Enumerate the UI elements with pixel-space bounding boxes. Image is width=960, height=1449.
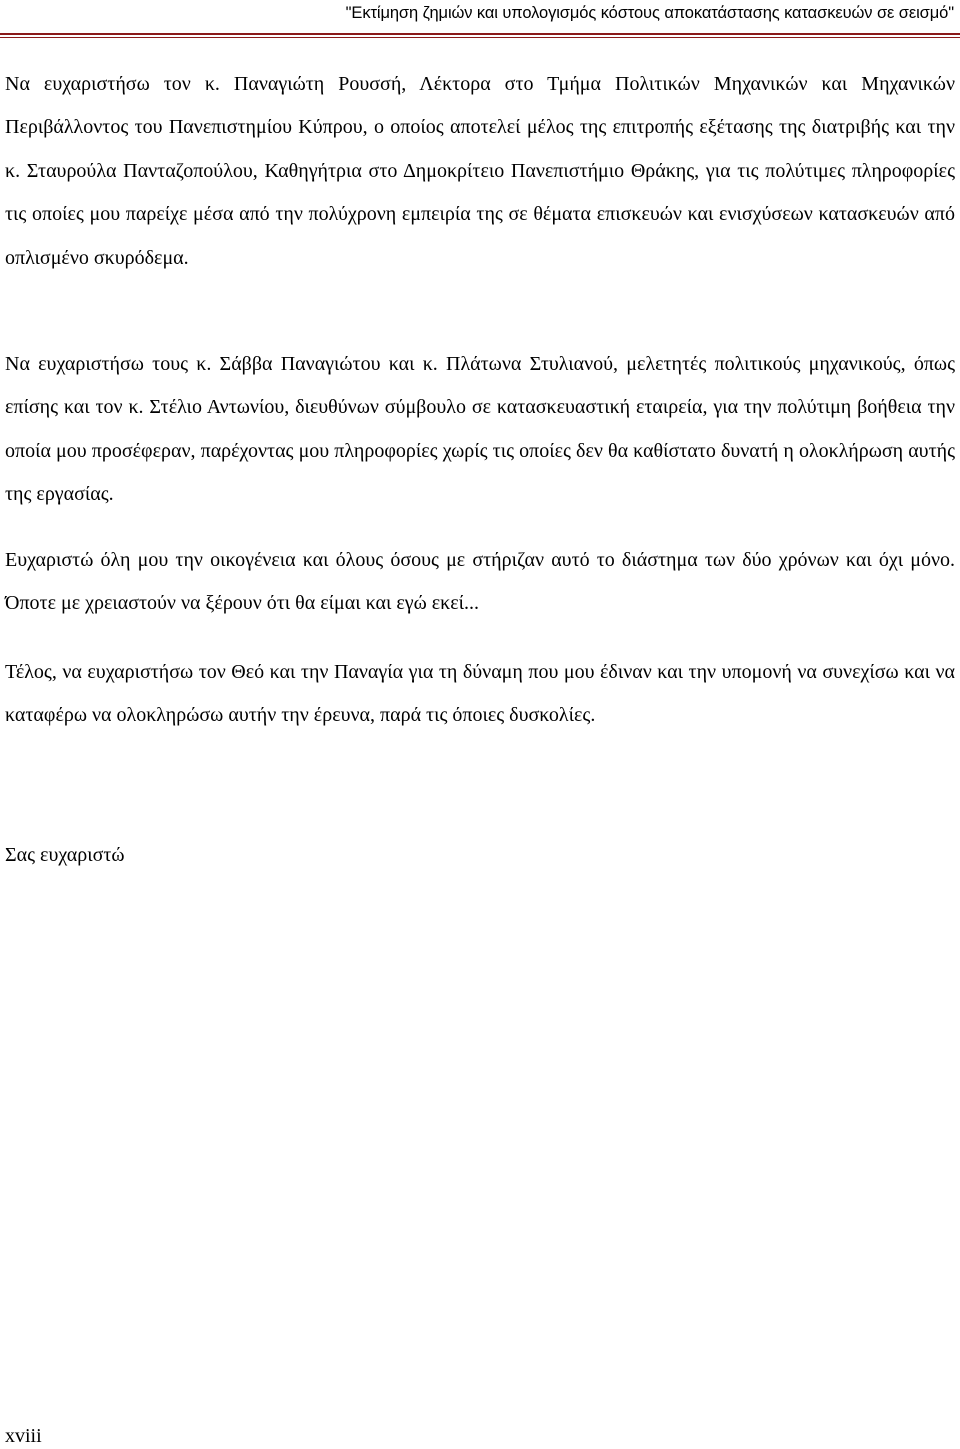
paragraph-text: Να ευχαριστήσω τους κ. Σάββα Παναγιώτου και κ. Πλάτωνα Στυλιανού, μελετητές πολιτικούς μηχανικούς, όπως επίσης και τον κ. Στέλιο Αντωνίου, διευθύνων σύμβουλο σε κατασκευαστική εταιρεία, για την πολύτιμη βοήθεια την οποία μου προσέφεραν, παρέχοντας μου πληροφορίες χωρίς τις οποίες δεν θα καθίστατο δυνατή η ολοκλήρωση αυτής της εργασίας. bbox=[5, 353, 955, 506]
paragraph-text: Να ευχαριστήσω τον κ. Παναγιώτη Ρουσσή, Λέκτορα στο Τμήμα Πολιτικών Μηχανικών και Μηχανικών Περιβάλλοντος του Πανεπιστημίου Κύπρου, ο οποίος αποτελεί μέλος της επιτροπής εξέτασης της διατριβής και την κ. Σταυρούλα Πανταζοπούλου, Καθηγήτρια στο Δημοκρίτειο Πανεπιστήμιο Θράκης, για τις πολύτιμες πληροφορίες τις οποίες μου παρείχε μέσα από την πολύχρονη εμπειρία της σε θέματα επισκευών και ενισχύσεων κατασκευών από οπλισμένο σκυρόδεμα. bbox=[5, 73, 955, 269]
page-number: xviii bbox=[5, 1425, 42, 1447]
paragraph-thanks-engineers bbox=[5, 343, 955, 517]
paragraph-thanks-faith bbox=[5, 651, 955, 738]
closing-line bbox=[5, 834, 955, 877]
closing-text: Σας ευχαριστώ bbox=[5, 844, 125, 866]
running-header: "Εκτίμηση ζημιών και υπολογισμός κόστους αποκατάστασης κατασκευών σε σεισμό" bbox=[345, 4, 954, 22]
paragraph-text: Τέλος, να ευχαριστήσω τον Θεό και την Παναγία για τη δύναμη που μου έδιναν και την υπομονή να συνεχίσω και να καταφέρω να ολοκληρώσω αυτήν την έρευνα, παρά τις όποιες δυσκολίες. bbox=[5, 661, 955, 727]
header-rule bbox=[0, 33, 960, 35]
paragraph-thanks-committee bbox=[5, 63, 955, 280]
header-rule-thin bbox=[0, 37, 960, 38]
paragraph-thanks-family bbox=[5, 539, 955, 626]
paragraph-text: Ευχαριστώ όλη μου την οικογένεια και όλους όσους με στήριζαν αυτό το διάστημα των δύο χρόνων και όχι μόνο. Όποτε με χρειαστούν να ξέρουν ότι θα είμαι και εγώ εκεί... bbox=[5, 549, 955, 615]
